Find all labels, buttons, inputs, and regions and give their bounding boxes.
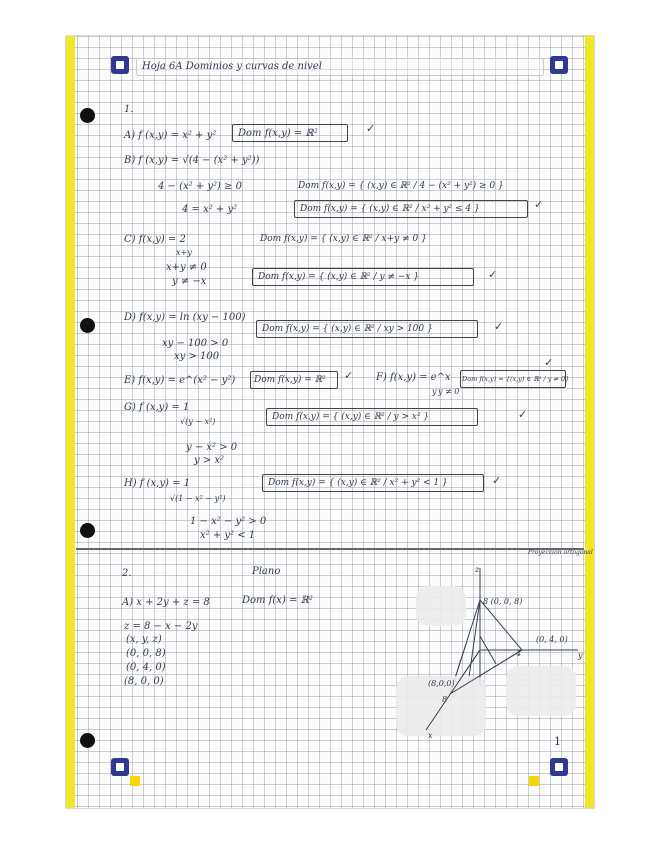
binder-hole [80, 108, 95, 123]
ex1-h-check: ✓ [492, 474, 502, 487]
axis-label-y: y [578, 651, 583, 660]
ex1-g-check: ✓ [518, 408, 528, 421]
ex1-h-step-2: x² + y² < 1 [200, 530, 256, 541]
ex1-h-domain: Dom f(x,y) = { (x,y) ∈ ℝ² / x² + y² < 1 } [268, 478, 448, 488]
ex1-c-denominator: x+y [176, 248, 192, 257]
ex1-f-check: ✓ [544, 356, 554, 369]
exercise-2-number: 2. [122, 568, 132, 579]
point-label-y: (0, 4, 0) [536, 635, 568, 644]
ex2-a-equation: A) x + 2y + z = 8 [122, 597, 210, 608]
binder-hole [80, 523, 95, 538]
ex1-d-step-1: xy − 100 > 0 [162, 338, 229, 349]
ex1-b-domain: Dom f(x,y) = { (x,y) ∈ ℝ² / x² + y² ≤ 4 } [300, 204, 480, 214]
ex2-a-solve: z = 8 − x − 2y [124, 621, 198, 632]
ex1-h-denominator: √(1 − x² − y²) [170, 494, 226, 503]
ex1-d-check: ✓ [494, 320, 504, 333]
ex1-d-step-2: xy > 100 [174, 351, 220, 362]
ex2-a-coord-label: (x, y, z) [126, 634, 162, 645]
ex1-g-step-1: y − x² > 0 [186, 442, 238, 453]
ex1-c-check: ✓ [488, 268, 498, 281]
axis-label-z: z [475, 566, 480, 574]
ex1-g-denominator: √(y − x²) [180, 417, 216, 426]
corner-mark-top-right [550, 56, 568, 74]
eraser-smudge [416, 586, 466, 626]
ex1-b-step-1: 4 − (x² + y²) ≥ 0 [158, 181, 243, 192]
notebook-page [66, 36, 594, 808]
ex1-f-denominator: y [432, 387, 437, 396]
tick-label-y: 4 [516, 649, 522, 658]
ex1-h-step-1: 1 − x² − y² > 0 [190, 516, 267, 527]
ex1-b-function: B) f (x,y) = √(4 − (x² + y²)) [124, 155, 260, 166]
ex1-e-domain: Dom f(x,y) = ℝ² [254, 375, 326, 385]
ex1-d-function: D) f(x,y) = ln (xy − 100) [124, 312, 246, 323]
ex2-a-point-1: (0, 0, 8) [126, 648, 166, 659]
point-label-x: (8,0,0) [428, 679, 455, 688]
ex1-c-step-1: x+y ≠ 0 [166, 262, 207, 273]
ex1-c-domain: Dom f(x,y) = { (x,y) ∈ ℝ² / y ≠ −x } [258, 272, 420, 282]
ex2-a-point-3: (8, 0, 0) [124, 676, 164, 687]
ex1-b-domain-definition: Dom f(x,y) = { (x,y) ∈ ℝ² / 4 − (x² + y²) ≥ 0 } [298, 181, 504, 191]
corner-mark-top-left [111, 56, 129, 74]
section-divider [76, 548, 584, 550]
binder-hole [80, 733, 95, 748]
ex1-b-step-2: 4 = x² + y² [182, 204, 238, 215]
axis-label-x: x [428, 731, 433, 740]
point-label-z: 8 (0, 0, 8) [483, 597, 523, 606]
ex1-c-domain-definition: Dom f(x,y) = { (x,y) ∈ ℝ² / x+y ≠ 0 } [260, 234, 427, 244]
binder-hole [80, 318, 95, 333]
ex1-a-check: ✓ [366, 122, 376, 135]
plane-edge-zy [480, 600, 522, 650]
corner-mark-bottom-left [111, 758, 129, 776]
page-edge-left [66, 36, 75, 808]
exercise-2-note: Proyección ortogonal [528, 549, 593, 556]
corner-square-left [130, 776, 140, 786]
exercise-1-number: 1. [124, 104, 134, 115]
ex1-b-check: ✓ [534, 198, 544, 211]
corner-mark-bottom-right [550, 758, 568, 776]
corner-square-right [529, 776, 539, 786]
ex1-d-domain: Dom f(x,y) = { (x,y) ∈ ℝ² / xy > 100 } [262, 324, 433, 334]
page-title: Hoja 6A Dominios y curvas de nivel [142, 61, 322, 72]
ex1-a-function: A) f (x,y) = x² + y² [124, 130, 217, 141]
ex1-f-function: F) f(x,y) = e^x [376, 372, 451, 383]
eraser-smudge [506, 666, 576, 716]
plane-hatch [468, 600, 480, 684]
ex1-a-domain: Dom f(x,y) = ℝ² [238, 128, 318, 139]
page-number: 1 [554, 735, 561, 748]
ex1-f-step: y ≠ 0 [438, 387, 460, 396]
ex1-g-domain: Dom f(x,y) = { (x,y) ∈ ℝ² / y > x² } [272, 412, 430, 422]
ex1-e-check: ✓ [344, 369, 354, 382]
3d-plane-sketch [356, 566, 586, 741]
ex1-g-step-2: y > x² [194, 455, 225, 466]
ex1-f-domain: Dom f(x,y) = {(x,y) ∈ ℝ² / y ≠ 0} [462, 375, 570, 383]
ex2-a-point-2: (0, 4, 0) [126, 662, 166, 673]
ex1-h-function: H) f (x,y) = 1 [124, 478, 191, 489]
exercise-2-heading: Plano [252, 566, 281, 577]
ex1-g-function: G) f (x,y) = 1 [124, 402, 190, 413]
page-edge-right [585, 36, 594, 808]
ex1-c-step-2: y ≠ −x [172, 276, 207, 287]
ex2-a-domain: Dom f(x) = ℝ² [242, 595, 313, 606]
ex1-e-function: E) f(x,y) = e^(x² − y²) [124, 375, 236, 386]
tick-label-x: 8 [442, 695, 448, 704]
ex1-c-function: C) f(x,y) = 2 [124, 234, 186, 245]
